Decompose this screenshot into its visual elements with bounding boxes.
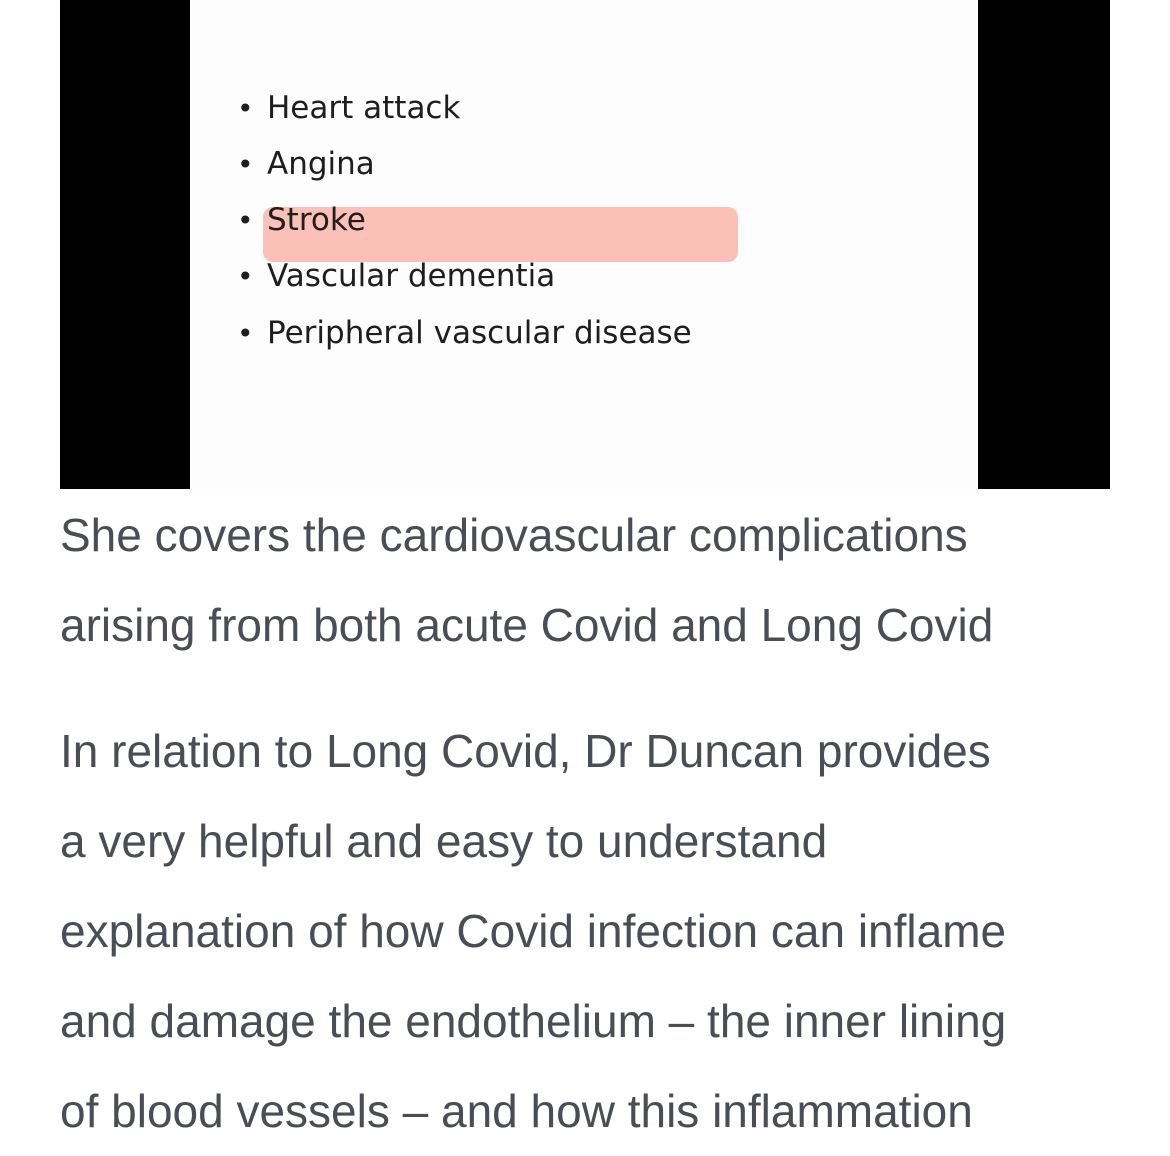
bullet-text: Vascular dementia xyxy=(267,258,556,294)
bullet-item-heart-attack xyxy=(237,80,460,136)
text-line: a very helpful and easy to understand xyxy=(60,815,828,867)
bullet-item-angina xyxy=(237,136,375,192)
paragraph-intro xyxy=(60,490,1130,670)
bullet-text: Heart attack xyxy=(267,90,461,126)
bullet-item-peripheral-vascular-disease xyxy=(237,305,692,361)
video-frame[interactable] xyxy=(60,0,1110,489)
bullet-icon: • xyxy=(237,147,254,181)
text-line: arising from both acute Covid and Long Covid xyxy=(60,599,994,651)
bullet-text: Stroke xyxy=(267,202,366,238)
text-line: and damage the endothelium – the inner lining xyxy=(60,995,1007,1047)
bullet-item-vascular-dementia xyxy=(237,248,555,304)
text-line: of blood vessels – and how this inflammation xyxy=(60,1085,973,1137)
bullet-text: Peripheral vascular disease xyxy=(267,315,692,351)
presentation-slide xyxy=(190,0,978,489)
text-line: She covers the cardiovascular complications xyxy=(60,509,968,561)
text-line: explanation of how Covid infection can inflame xyxy=(60,905,1007,957)
article-body xyxy=(60,490,1130,1156)
paragraph-long-covid xyxy=(60,706,1130,1156)
bullet-text: Angina xyxy=(267,146,375,182)
bullet-icon: • xyxy=(237,316,254,350)
bullet-icon: • xyxy=(237,259,254,293)
text-line: In relation to Long Covid, Dr Duncan provides xyxy=(60,725,991,777)
bullet-item-stroke xyxy=(237,192,366,248)
bullet-icon: • xyxy=(237,91,254,125)
bullet-icon: • xyxy=(237,203,254,237)
